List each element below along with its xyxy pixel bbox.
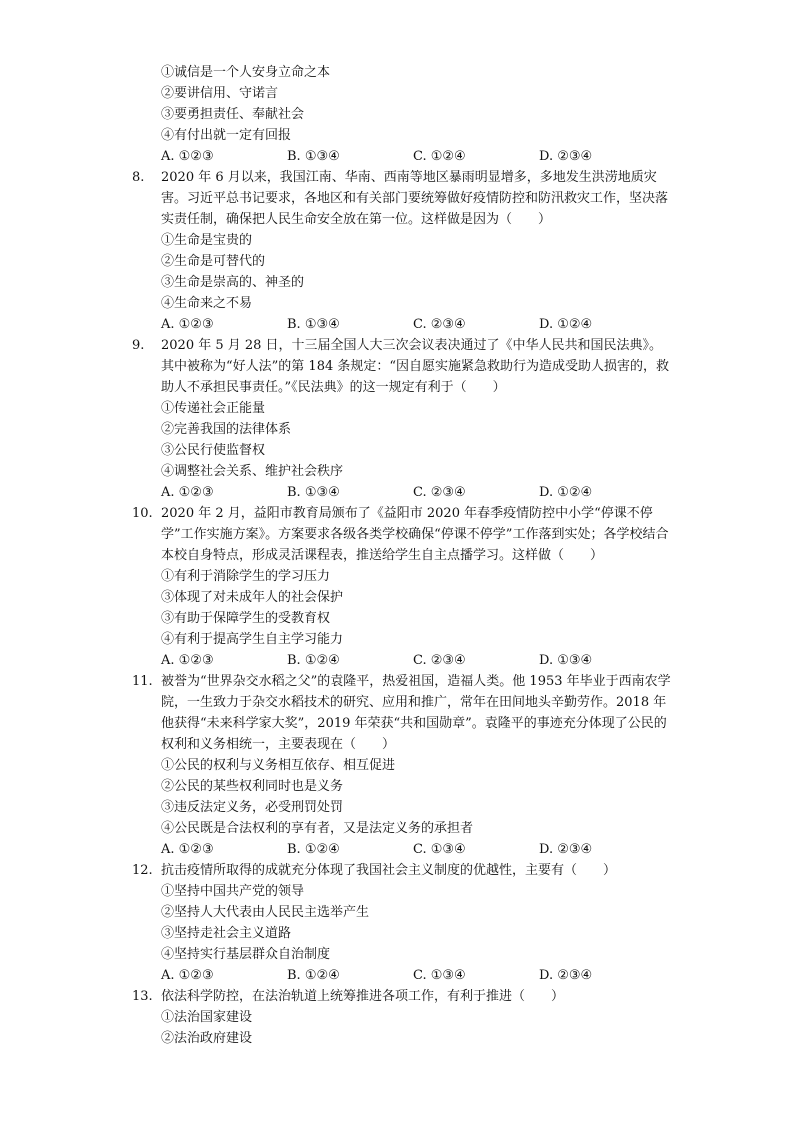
statement-option: ③坚持走社会主义道路 bbox=[161, 926, 292, 941]
question-stem: 抗击疫情所取得的成就充分体现了我国社会主义制度的优越性，主要有（ ） bbox=[161, 863, 617, 878]
question-stem-row bbox=[132, 860, 674, 881]
question-list bbox=[132, 167, 674, 1049]
answer-choices bbox=[161, 650, 674, 671]
statement-option: ①公民的权利与义务相互依存、相互促进 bbox=[161, 758, 396, 773]
answer-choice: D. ①③④ bbox=[539, 653, 593, 668]
statement-option: ③生命是崇高的、神圣的 bbox=[161, 275, 305, 290]
answer-choice: A. ①②③ bbox=[161, 317, 214, 332]
answer-choice: A. ①②③ bbox=[161, 149, 214, 164]
question-stem: 被誉为“世界杂交水稻之父”的袁隆平，热爱祖国，造福人类。他 1953 年毕业于西南农学院，一生致力于杂交水稻技术的研究、应用和推广，常年在田间地头辛勤劳作。2018 年他获得“未来科学家大奖”，2019 年荣获“共和国勋章”。袁隆平的事迹充分体现了公民的权利和义务相统一，主要表现在（ ） bbox=[161, 674, 671, 752]
question-number: 12. bbox=[132, 863, 153, 878]
answer-choice: B. ①②④ bbox=[287, 968, 340, 983]
question-block bbox=[132, 167, 674, 335]
question-stem: 2020 年 2 月，益阳市教育局颁布了《益阳市 2020 年春季疫情防控中小学“停课不停学”工作实施方案》。方案要求各级各类学校确保“停课不停学”工作落到实处；各学校结合本校自身特点，形成灵活课程表，推送给学生自主点播学习。这样做（ ） bbox=[161, 506, 669, 563]
answer-choice: C. ①③④ bbox=[413, 968, 466, 983]
statement-option: ①有利于消除学生的学习压力 bbox=[161, 569, 331, 584]
statement-option: ①坚持中国共产党的领导 bbox=[161, 884, 305, 899]
statement-option: ②法治政府建设 bbox=[161, 1031, 253, 1046]
answer-choice: B. ①③④ bbox=[287, 149, 340, 164]
answer-choice: D. ②③④ bbox=[539, 149, 593, 164]
statement-option: ④生命来之不易 bbox=[161, 296, 253, 311]
question-number: 10. bbox=[132, 506, 153, 521]
question-block bbox=[132, 335, 674, 503]
question-block bbox=[132, 860, 674, 986]
statement-option: ②公民的某些权利同时也是义务 bbox=[161, 779, 344, 794]
statement-option: ④有利于提高学生自主学习能力 bbox=[161, 632, 344, 647]
statement-option: ③体现了对未成年人的社会保护 bbox=[161, 590, 344, 605]
answer-choice: D. ②③④ bbox=[539, 842, 593, 857]
question-stem: 2020 年 5 月 28 日，十三届全国人大三次会议表决通过了《中华人民共和国民法典》。其中被称为“好人法”的第 184 条规定：“因自愿实施紧急救助行为造成受助人损害的，救助人不承担民事责任。”《民法典》的这一规定有利于（ ） bbox=[161, 338, 670, 395]
statement-option: ③有助于保障学生的受教育权 bbox=[161, 611, 331, 626]
answer-choice: C. ①③④ bbox=[413, 842, 466, 857]
answer-choices bbox=[161, 314, 674, 335]
question-stem-row bbox=[132, 335, 674, 398]
answer-choice: A. ①②③ bbox=[161, 968, 214, 983]
answer-choice: C. ①②④ bbox=[413, 149, 466, 164]
answer-choice: D. ①②④ bbox=[539, 485, 593, 500]
statement-option: ②生命是可替代的 bbox=[161, 254, 266, 269]
statement-option: ③要勇担责任、奉献社会 bbox=[161, 107, 305, 122]
question-stem-row bbox=[132, 503, 674, 566]
answer-choice: C. ②③④ bbox=[413, 653, 466, 668]
statement-option: ②要讲信用、守诺言 bbox=[161, 86, 279, 101]
answer-choices bbox=[161, 146, 674, 167]
question-7-continuation bbox=[132, 62, 674, 167]
statement-option: ④坚持实行基层群众自治制度 bbox=[161, 947, 331, 962]
statement-option: ④调整社会关系、维护社会秩序 bbox=[161, 464, 344, 479]
question-number: 13. bbox=[132, 989, 153, 1004]
question-stem: 2020 年 6 月以来，我国江南、华南、西南等地区暴雨明显增多，多地发生洪涝地质灾害。习近平总书记要求，各地区和有关部门要统筹做好疫情防控和防汛救灾工作，坚决落实责任制，确保把人民生命安全放在第一位。这样做是因为（ ） bbox=[161, 170, 669, 227]
statement-option: ③违反法定义务，必受刑罚处罚 bbox=[161, 800, 344, 815]
answer-choice: B. ①③④ bbox=[287, 317, 340, 332]
statement-option: ②坚持人大代表由人民民主选举产生 bbox=[161, 905, 370, 920]
answer-choice: A. ①②③ bbox=[161, 842, 214, 857]
answer-choice: C. ②③④ bbox=[413, 485, 466, 500]
question-number: 8. bbox=[132, 170, 145, 185]
answer-choice: B. ①②④ bbox=[287, 653, 340, 668]
question-block bbox=[132, 503, 674, 671]
answer-choice: A. ①②③ bbox=[161, 485, 214, 500]
statement-option: ③公民行使监督权 bbox=[161, 443, 266, 458]
statement-option: ④有付出就一定有回报 bbox=[161, 128, 292, 143]
question-stem-row bbox=[132, 986, 674, 1007]
question-stem-row bbox=[132, 671, 674, 755]
question-stem-row bbox=[132, 167, 674, 230]
answer-choice: C. ②③④ bbox=[413, 317, 466, 332]
answer-choice: B. ①③④ bbox=[287, 485, 340, 500]
answer-choice: D. ①②④ bbox=[539, 317, 593, 332]
answer-choice: A. ①②③ bbox=[161, 653, 214, 668]
statement-option: ④公民既是合法权利的享有者，又是法定义务的承担者 bbox=[161, 821, 474, 836]
statement-option: ②完善我国的法律体系 bbox=[161, 422, 292, 437]
answer-choices bbox=[161, 965, 674, 986]
answer-choice: D. ②③④ bbox=[539, 968, 593, 983]
answer-choice: B. ①②④ bbox=[287, 842, 340, 857]
answer-choices bbox=[161, 839, 674, 860]
statement-option: ①传递社会正能量 bbox=[161, 401, 266, 416]
statement-option: ①生命是宝贵的 bbox=[161, 233, 253, 248]
statement-option: ①法治国家建设 bbox=[161, 1010, 253, 1025]
question-stem: 依法科学防控，在法治轨道上统筹推进各项工作，有利于推进（ ） bbox=[161, 989, 565, 1004]
question-block bbox=[132, 986, 674, 1049]
question-number: 9. bbox=[132, 338, 145, 353]
question-number: 11. bbox=[132, 674, 153, 689]
statement-option: ①诚信是一个人安身立命之本 bbox=[161, 65, 331, 80]
answer-choices bbox=[161, 482, 674, 503]
question-block bbox=[132, 671, 674, 860]
